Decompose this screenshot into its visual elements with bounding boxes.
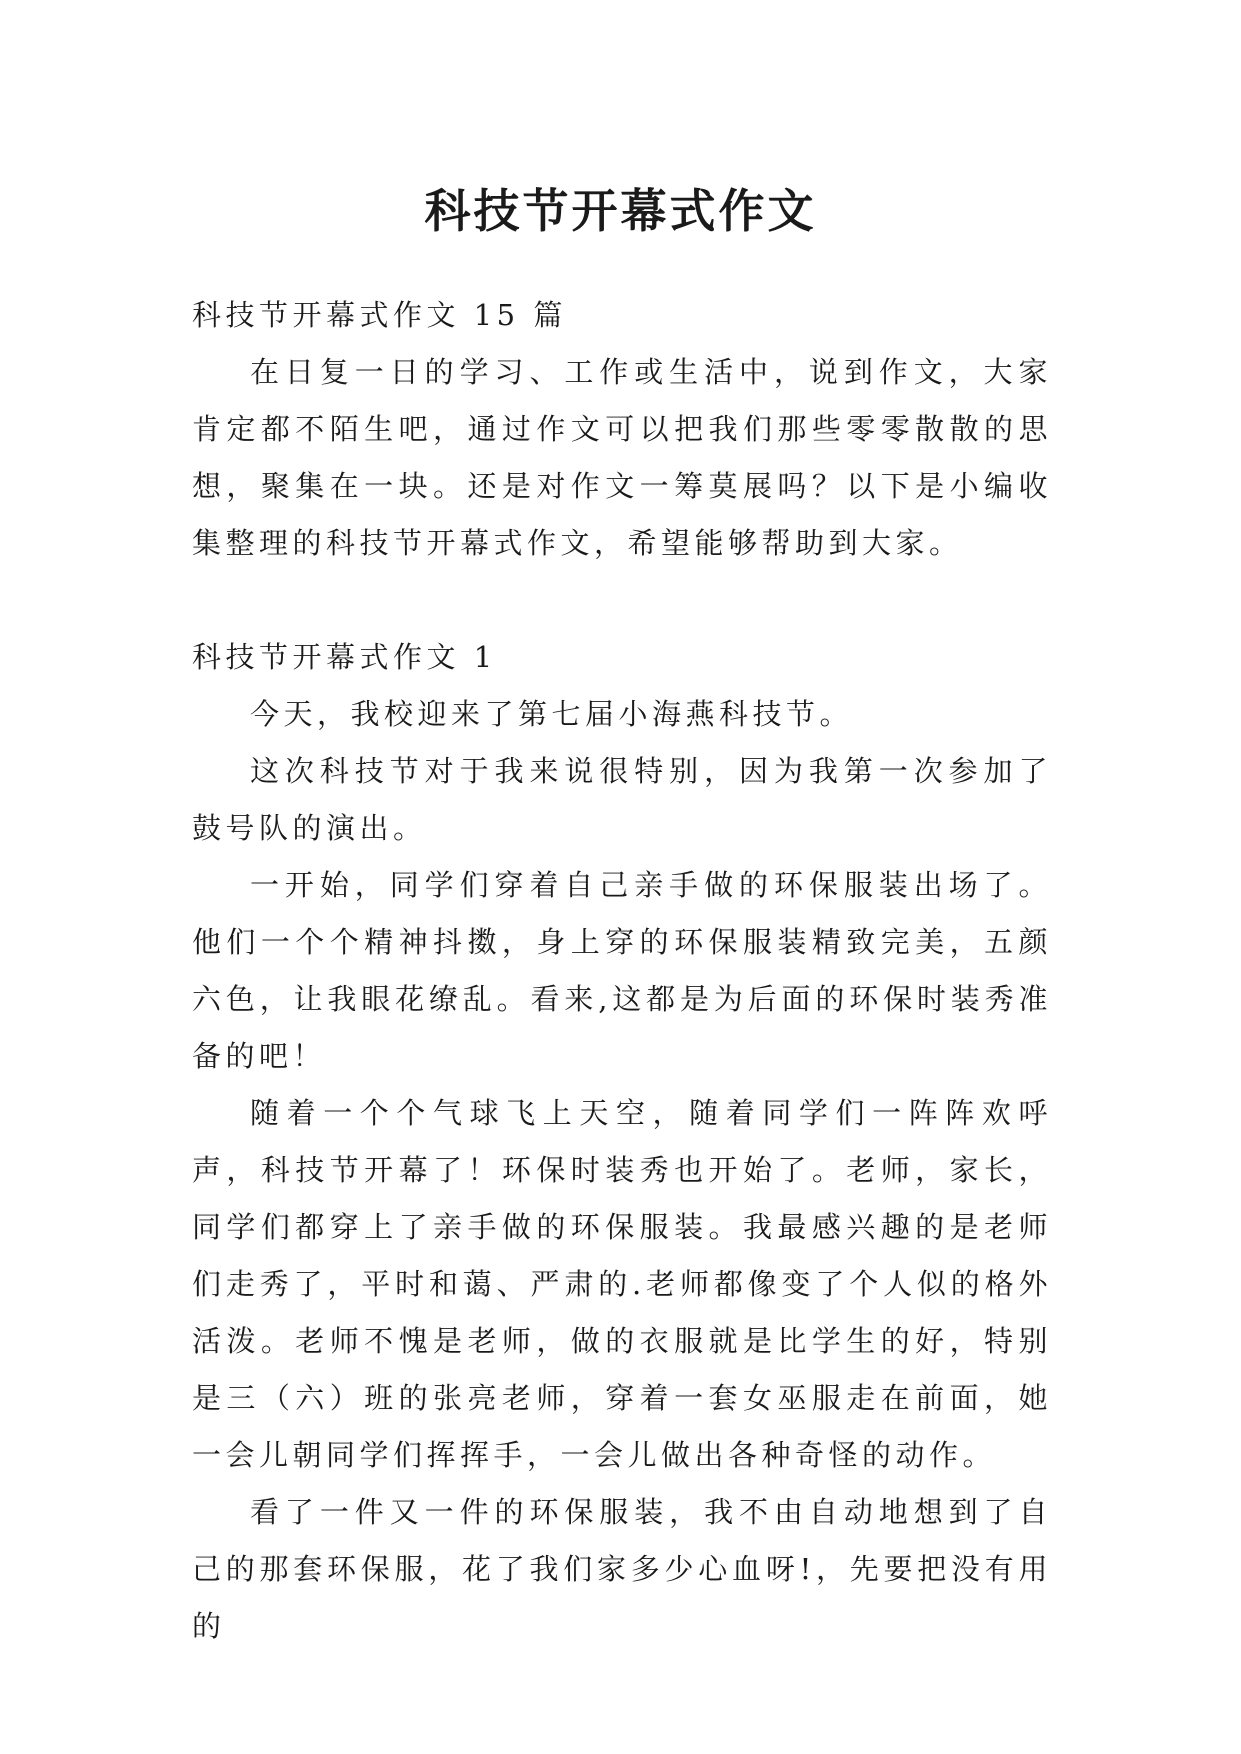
intro-heading: 科技节开幕式作文 15 篇: [192, 298, 567, 332]
page-title: 科技节开幕式作文: [424, 183, 817, 238]
essay-heading: 科技节开幕式作文 1: [192, 640, 497, 674]
essay-paragraph: 今天，我校迎来了第七届小海燕科技节。: [250, 697, 854, 731]
essay-paragraph: 随着一个个气球飞上天空，随着同学们一阵阵欢呼声，科技节开幕了！环保时装秀也开始了。老师，家长，同学们都穿上了亲手做的环保服装。我最感兴趣的是老师们走秀了，平时和蔼、严肃的.老师都像变了个人似的格外活泼。老师不愧是老师，做的衣服就是比学生的好，特别是三（六）班的张亮老师，穿着一套女巫服走在前面，她一会儿朝同学们挥挥手，一会儿做出各种奇怪的动作。: [192, 1096, 1052, 1472]
essay-paragraph: 看了一件又一件的环保服装，我不由自动地想到了自己的那套环保服，花了我们家多少心血呀!，先要把没有用的: [192, 1495, 1052, 1643]
essay-paragraph: 一开始，同学们穿着自己亲手做的环保服装出场了。他们一个个精神抖擞，身上穿的环保服装精致完美，五颜六色，让我眼花缭乱。看来,这都是为后面的环保时装秀准备的吧！: [192, 868, 1052, 1073]
document-body: [192, 287, 1052, 1655]
essay-paragraph: 这次科技节对于我来说很特别，因为我第一次参加了鼓号队的演出。: [192, 754, 1052, 845]
intro-paragraph: 在日复一日的学习、工作或生活中，说到作文，大家肯定都不陌生吧，通过作文可以把我们那些零零散散的思想，聚集在一块。还是对作文一筹莫展吗？以下是小编收集整理的科技节开幕式作文，希望能够帮助到大家。: [192, 355, 1052, 560]
section-spacer: [192, 572, 1052, 629]
